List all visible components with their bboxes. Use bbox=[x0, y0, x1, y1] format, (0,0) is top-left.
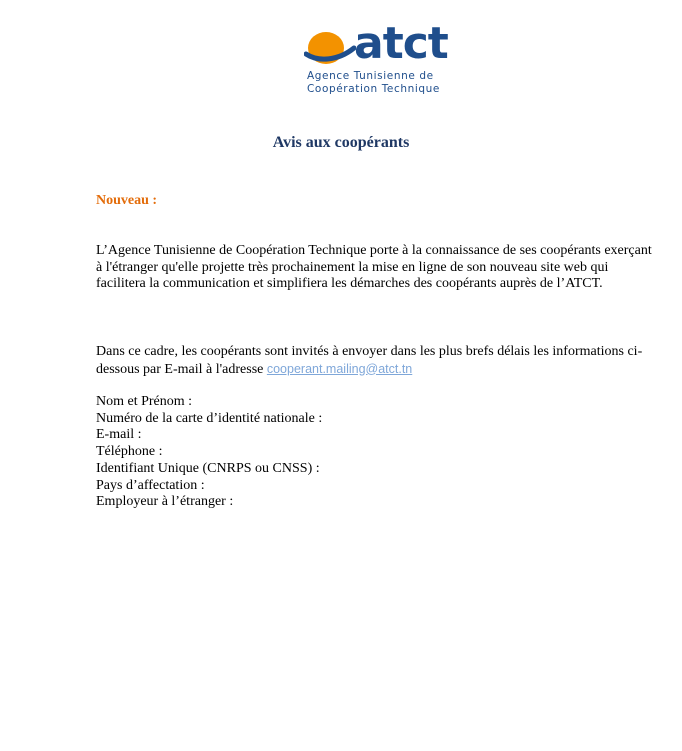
field-label-employer: Employeur à l’étranger : bbox=[96, 494, 234, 510]
email-link[interactable]: cooperant.mailing@atct.tn bbox=[266, 361, 413, 376]
announcement-paragraph: L’Agence Tunisienne de Coopération Technique porte à la connaissance de ses coopérants exerçant à l'étranger qu'elle projette très prochainement la mise en ligne de son nouveau site web qui facilitera la communication et simplifiera les démarches des coopérants auprès de l’ATCT. bbox=[96, 243, 652, 291]
field-label-id-card: Numéro de la carte d’identité nationale : bbox=[96, 410, 323, 426]
field-label-unique-id: Identifiant Unique (CNRPS ou CNSS) : bbox=[96, 460, 320, 476]
instructions-text: Dans ce cadre, les coopérants sont invités à envoyer dans les plus brefs délais les informations ci-dessous par E-mail à l'adresse bbox=[96, 344, 643, 377]
instructions-paragraph bbox=[96, 344, 656, 378]
document-title: Avis aux coopérants bbox=[272, 134, 410, 151]
atct-logo bbox=[304, 18, 464, 100]
field-label-phone: Téléphone : bbox=[96, 444, 163, 460]
globe-logo-icon bbox=[304, 28, 356, 68]
logo-tagline-line-2: Coopération Technique bbox=[307, 83, 440, 95]
field-label-country: Pays d’affectation : bbox=[96, 477, 205, 493]
field-label-email: E-mail : bbox=[96, 427, 142, 443]
section-label-nouveau: Nouveau : bbox=[96, 193, 158, 208]
logo-tagline-line-1: Agence Tunisienne de bbox=[307, 70, 434, 82]
logo-wordmark: atct bbox=[354, 18, 448, 69]
logo-tagline bbox=[307, 70, 440, 96]
required-fields-list bbox=[96, 394, 322, 511]
field-label-name: Nom et Prénom : bbox=[96, 394, 193, 409]
